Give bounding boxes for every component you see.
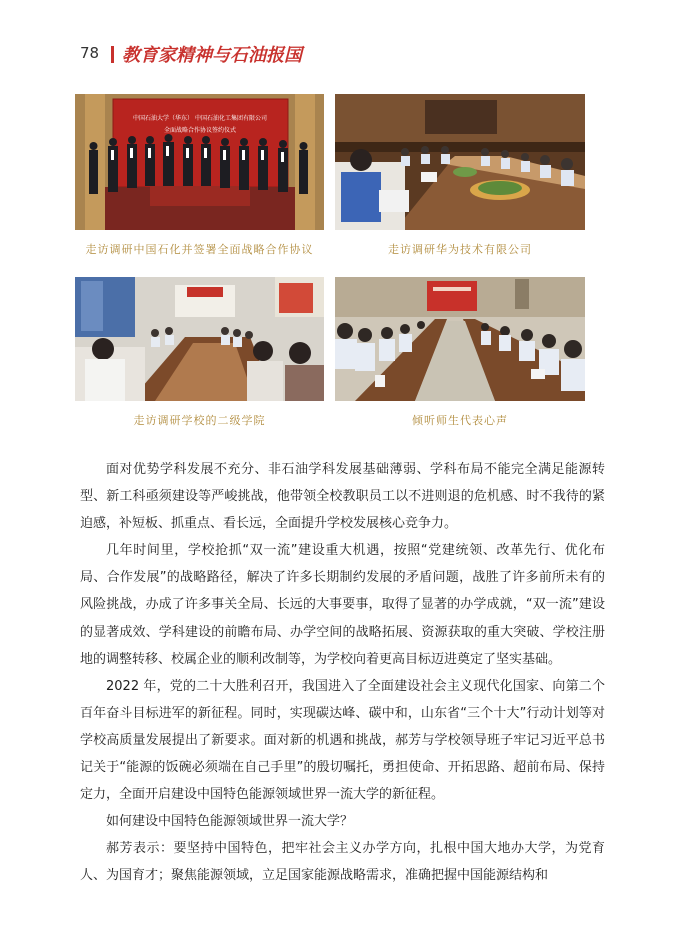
paragraph: 面对优势学科发展不充分、非石油学科发展基础薄弱、学科布局不能完全满足能源转型、新工科亟须建设等严峻挑战，他带领全校教职员工以不进则退的危机感、时不我待的紧迫感，补短板、抓重点、看长远，全面提升学校发展核心竞争力。 [80,462,605,532]
article-body [80,456,605,890]
banner-line-1: 中国石油大学（华东） 中国石油化工集团有限公司 [133,115,267,122]
photo-company-visit [335,94,585,230]
photo-caption: 走访调研华为技术有限公司 [388,243,532,256]
photo-listening-session [335,277,585,401]
banner-line-2: 全面战略合作协议签约仪式 [163,127,237,134]
book-title: 教育家精神与石油报国 [122,45,302,66]
photo-signing-ceremony [75,94,324,230]
photo-college-visit [75,277,324,401]
page-header [72,40,332,70]
photo-caption: 走访调研学校的二级学院 [133,414,266,427]
paragraph: 2022 年，党的二十大胜利召开，我国进入了全面建设社会主义现代化国家、向第二个百年奋斗目标进军的新征程。同时，实现碳达峰、碳中和，山东省“三个十大”行动计划等对学校高质量发展提出了新要求。面对新的机遇和挑战，郝芳与学校领导班子牢记习近平总书记关于“能源的饭碗必须端在自己手里”的殷切嘱托，勇担使命、开拓思路、超前布局、保持定力，全面开启建设中国特色能源领域世界一流大学的新征程。 [80,678,605,803]
paragraph: 如何建设中国特色能源领域世界一流大学？ [106,814,354,830]
photo-caption: 走访调研中国石化并签署全面战略合作协议 [85,243,314,256]
paragraph: 几年时间里，学校抢抓“双一流”建设重大机遇，按照“党建统领、改革先行、优化布局、合作发展”的战略路径，解决了许多长期制约发展的矛盾问题，战胜了许多前所未有的风险挑战，办成了许多事关全局、长远的大事要事，取得了显著的办学成就，“双一流”建设的显著成效、学科建设的前瞻布局、办学空间的战略拓展、资源获取的重大突破、学校注册地的调整转移、校属企业的顺利改制等，为学校向着更高目标迈进奠定了坚实基础。 [80,543,605,667]
paragraph: 郝芳表示：要坚持中国特色，把牢社会主义办学方向，扎根中国大地办大学，为党育人、为国育才；聚焦能源领域，立足国家能源战略需求，准确把握中国能源结构和 [80,841,605,884]
header-divider [111,46,114,63]
photo-caption: 倾听师生代表心声 [412,414,508,427]
page-number: 78 [80,44,100,62]
